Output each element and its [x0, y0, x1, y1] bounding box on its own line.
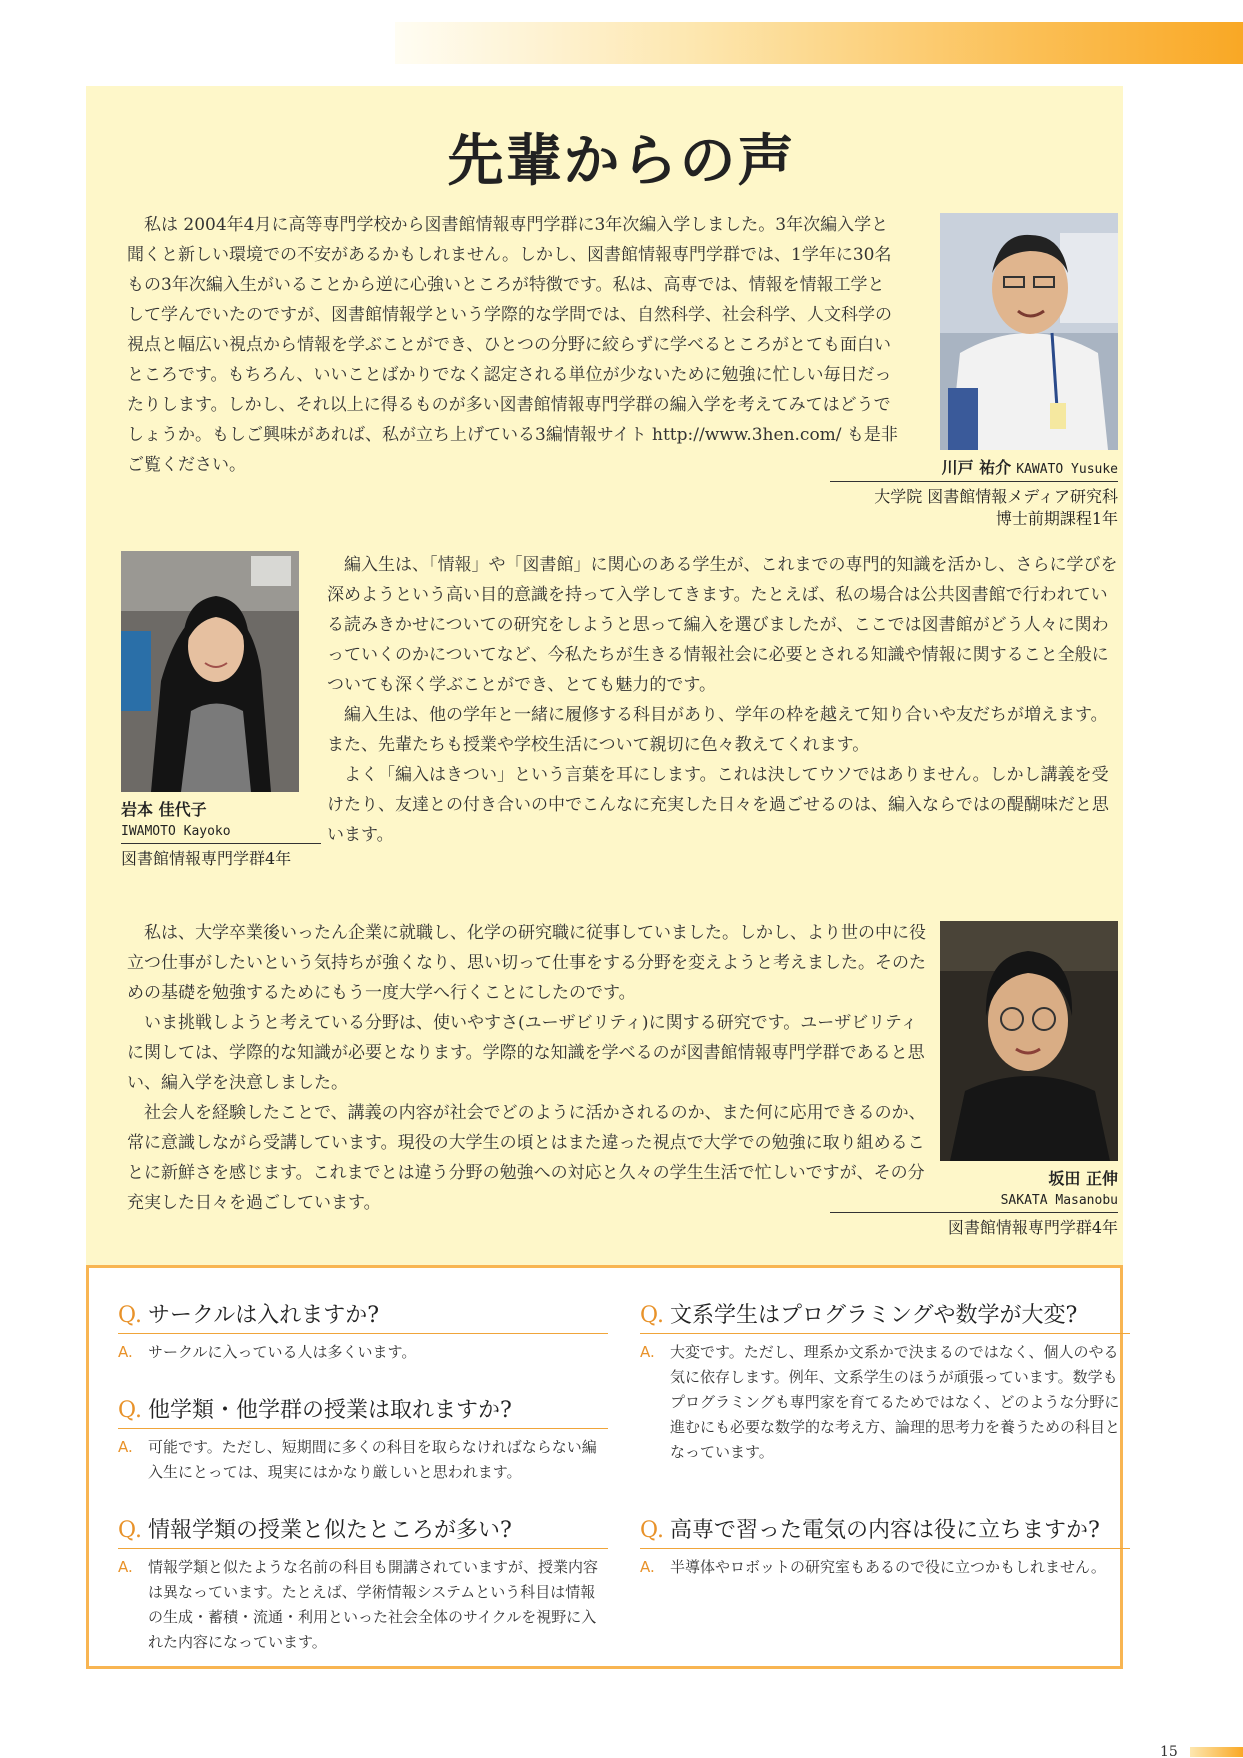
- faq-answer: [640, 1340, 1130, 1465]
- page-number-bar: [1190, 1747, 1243, 1757]
- faq-answer: [118, 1555, 608, 1655]
- senior1-paragraph: 私は 2004年4月に高等専門学校から図書館情報専門学群に3年次編入学しました。3年次編入学と聞くと新しい環境での不安があるかもしれません。しかし、図書館情報専門学群では、1学年に30名もの3年次編入生がいることから逆に心強いところが特徴です。私は、高専では、情報を情報工学として学んでいたのですが、図書館情報学という学際的な学問では、自然科学、社会科学、人文科学の視点と幅広い視点から情報を学ぶことができ、ひとつの分野に絞らずに学べるところがとても面白いところです。もちろん、いいことばかりでなく認定される単位が少ないために勉強に忙しい毎日だったりします。しかし、それ以上に得るものが多い図書館情報専門学群の編入学を考えてみてはどうでしょうか。もしご興味があれば、私が立ち上げている3編情報サイト http://www.3hen.com/ も是非ご覧ください。: [127, 215, 898, 475]
- faq-item: [640, 1298, 1130, 1465]
- faq-answer-text: 半導体やロボットの研究室もあるので役に立つかもしれません。: [670, 1558, 1106, 1576]
- header-band: [395, 22, 1243, 64]
- answer-marker: A.: [640, 1343, 655, 1361]
- faq-question: [118, 1298, 608, 1334]
- senior2-photo: [121, 551, 299, 792]
- senior1-photo: [940, 213, 1118, 450]
- senior2-text: [327, 550, 1118, 850]
- senior3-paragraph-2: いま挑戦しようと考えている分野は、使いやすさ(ユーザビリティ)に関する研究です。ユーザビリティに関しては、学際的な知識が必要となります。学際的な知識を学べるのが図書館情報専門学群であると思い、編入学を決意しました。: [127, 1013, 925, 1093]
- senior1-text: [127, 210, 899, 480]
- senior1-name: 川戸 祐介: [941, 458, 1012, 477]
- faq-answer-text: 可能です。ただし、短期間に多くの科目を取らなければならない編入生にとっては、現実にはかなり厳しいと思われます。: [148, 1438, 597, 1481]
- senior2-roman: IWAMOTO Kayoko: [121, 821, 321, 844]
- faq-answer: [118, 1435, 608, 1485]
- senior3-photo: [940, 921, 1118, 1161]
- answer-marker: A.: [118, 1343, 133, 1361]
- senior3-affiliation: 図書館情報専門学群4年: [947, 1218, 1118, 1237]
- senior3-text: [127, 918, 927, 1218]
- faq-answer: [118, 1340, 608, 1365]
- senior2-name: 岩本 佳代子: [121, 800, 207, 819]
- page-number: 15: [1160, 1744, 1178, 1758]
- faq-question: [118, 1393, 608, 1429]
- senior3-roman: SAKATA Masanobu: [830, 1190, 1118, 1213]
- senior3-name: 坂田 正伸: [1048, 1169, 1118, 1188]
- faq-answer: [640, 1555, 1130, 1580]
- senior2-paragraph-3: よく「編入はきつい」という言葉を耳にします。これは決してウソではありません。しかし講義を受けたり、友達との付き合いの中でこんなに充実した日々を過ごせるのは、編入ならではの醍醐味だと思います。: [327, 765, 1109, 845]
- question-marker: Q.: [118, 1398, 142, 1423]
- faq-item: [118, 1393, 608, 1485]
- question-marker: Q.: [118, 1518, 142, 1543]
- senior1-roman: KAWATO Yusuke: [1016, 462, 1118, 477]
- senior2-caption: [121, 799, 321, 870]
- faq-item: [118, 1513, 608, 1655]
- faq-question: [118, 1513, 608, 1549]
- answer-marker: A.: [640, 1558, 655, 1576]
- answer-marker: A.: [118, 1558, 133, 1576]
- faq-question: [640, 1298, 1130, 1334]
- question-marker: Q.: [640, 1303, 664, 1328]
- faq-question: [640, 1513, 1130, 1549]
- senior1-year: 博士前期課程1年: [995, 509, 1118, 528]
- question-marker: Q.: [118, 1303, 142, 1328]
- question-marker: Q.: [640, 1518, 664, 1543]
- senior2-affiliation: 図書館情報専門学群4年: [121, 849, 292, 868]
- faq-question-text: サークルは入れますか?: [147, 1303, 380, 1328]
- senior1-name-line: [830, 457, 1118, 482]
- faq-answer-text: 情報学類と似たような名前の科目も開講されていますが、授業内容は異なっています。たとえば、学術情報システムという科目は情報の生成・蓄積・流通・利用といった社会全体のサイクルを視野に入れた内容になっています。: [148, 1558, 599, 1651]
- senior3-paragraph-1: 私は、大学卒業後いったん企業に就職し、化学の研究職に従事していました。しかし、より世の中に役立つ仕事がしたいという気持ちが強くなり、思い切って仕事をする分野を変えようと考えました。そのための基礎を勉強するためにもう一度大学へ行くことにしたのです。: [127, 923, 926, 1003]
- faq-question-text: 高専で習った電気の内容は役に立ちますか?: [669, 1518, 1100, 1543]
- faq-question-text: 文系学生はプログラミングや数学が大変?: [669, 1303, 1078, 1328]
- faq-question-text: 他学類・他学群の授業は取れますか?: [147, 1398, 512, 1423]
- senior1-caption: [830, 457, 1118, 530]
- answer-marker: A.: [118, 1438, 133, 1456]
- faq-item: [640, 1513, 1130, 1580]
- page-title: 先輩からの声: [447, 128, 796, 194]
- faq-question-text: 情報学類の授業と似たところが多い?: [147, 1518, 512, 1543]
- senior3-paragraph-3: 社会人を経験したことで、講義の内容が社会でどのように活かされるのか、また何に応用できるのか、常に意識しながら受講しています。現役の大学生の頃とはまた違った視点で大学での勉強に取り組めることに新鮮さを感じます。これまでとは違う分野の勉強への対応と久々の学生生活で忙しいですが、その分充実した日々を過ごしています。: [127, 1103, 926, 1213]
- faq-answer-text: サークルに入っている人は多くいます。: [148, 1343, 417, 1361]
- faq-answer-text: 大変です。ただし、理系か文系かで決まるのではなく、個人のやる気に依存します。例年、文系学生のほうが頑張っています。数学もプログラミングも専門家を育てるためではなく、どのような分野に進むにも必要な数学的な考え方、論理的思考力を養うための科目となっています。: [670, 1343, 1121, 1461]
- faq-item: [118, 1298, 608, 1365]
- senior2-paragraph-2: 編入生は、他の学年と一緒に履修する科目があり、学年の枠を越えて知り合いや友だちが増えます。また、先輩たちも授業や学校生活について親切に色々教えてくれます。: [327, 705, 1108, 755]
- senior1-affiliation: 大学院 図書館情報メディア研究科: [874, 487, 1118, 506]
- senior3-caption: [830, 1168, 1118, 1239]
- senior2-paragraph-1: 編入生は、「情報」や「図書館」に関心のある学生が、これまでの専門的知識を活かし、さらに学びを深めようという高い目的意識を持って入学してきます。たとえば、私の場合は公共図書館で行われている読みきかせについての研究をしようと思って編入を選びましたが、ここでは図書館がどう人々に関わっていくのかについてなど、今私たちが生きる情報社会に必要とされる知識や情報に関すること全般についても深く学ぶことができ、とても魅力的です。: [327, 555, 1118, 695]
